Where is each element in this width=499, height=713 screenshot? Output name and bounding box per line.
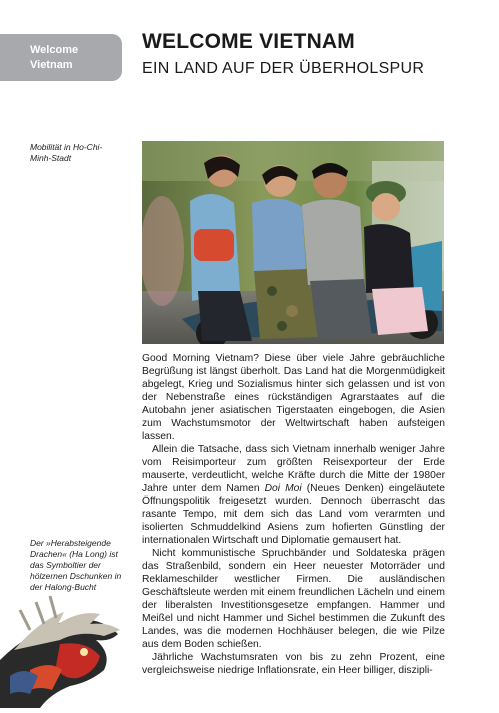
motorbike-photo [142, 141, 444, 344]
photo-caption: Mobilität in Ho-Chi-Minh-Stadt [30, 142, 103, 163]
page-subtitle: EIN LAND AUF DER ÜBERHOLSPUR [142, 60, 425, 77]
page-title: WELCOME VIETNAM [142, 30, 355, 53]
article-paragraph: Jährliche Wachstumsraten von bis zu zehn Prozent, eine vergleichsweise niedrige Inflationsrate, ein Heer billiger, diszipli- [142, 652, 445, 676]
dragon-image [0, 590, 125, 708]
article-text: Allein die Tatsache, dass sich Vietnam innerhalb weniger Jahre vom Reisimporteur zum größten Reisexporteur der Erde mauserte, verdeutlicht, welche Kräfte durch die Mitte der 1980er Jahre unter dem Namen [142, 444, 445, 494]
article-paragraph: Nicht kommunistische Spruchbänder und Soldateska prägen das Straßenbild, sondern ein Heer neuester Motorräder und Reklameschilder westlicher Firmen. Die ausländischen Geschäftsleute werden mit einem freundlichen Lächeln und einem der liberalsten Investitionsgesetze empfangen. Hammer und Meißel und nicht Hammer und Sichel bestimmen die Zukunft des Landes, was die modernen Hochhäuser belegen, die wie Pilze aus dem Boden schießen. [142, 548, 445, 650]
article-text: (Neues Denken) eingeläutete Öffnungspolitik freigesetzt wurden. Dennoch überrascht das rasante Tempo, mit dem sich das Land vom verarmten und isolierten Schmuddelkind Asiens zum hofierten Günstling der internationalen Wirtschaft und Diplomatie gemausert hat. [142, 483, 445, 546]
article-term: Doi Moi [264, 483, 302, 494]
section-tab-line2: Vietnam [30, 59, 73, 71]
article-paragraph: Good Morning Vietnam? Diese über viele Jahre gebräuchliche Begrüßung ist längst überholt. Das Land hat die Morgenmüdigkeit abgelegt, Krieg und Sozialismus hinter sich gelassen und ist von der Nebenstraße eines rückständigen Agrarstaates auf die Autobahn jener asiatischen Tigerstaaten eingebogen, die Asien zum Wachstumsmotor der Weltwirtschaft haben aufsteigen lassen. [142, 353, 445, 442]
section-tab [0, 34, 122, 81]
article-body [142, 352, 445, 677]
section-tab-line1: Welcome [30, 44, 79, 56]
article-paragraph [142, 443, 445, 547]
dragon-caption: Der »Herabsteigende Drachen« (Ha Long) ist das Symboltier der hölzernen Dschunken in der Halong-Bucht [30, 538, 122, 592]
